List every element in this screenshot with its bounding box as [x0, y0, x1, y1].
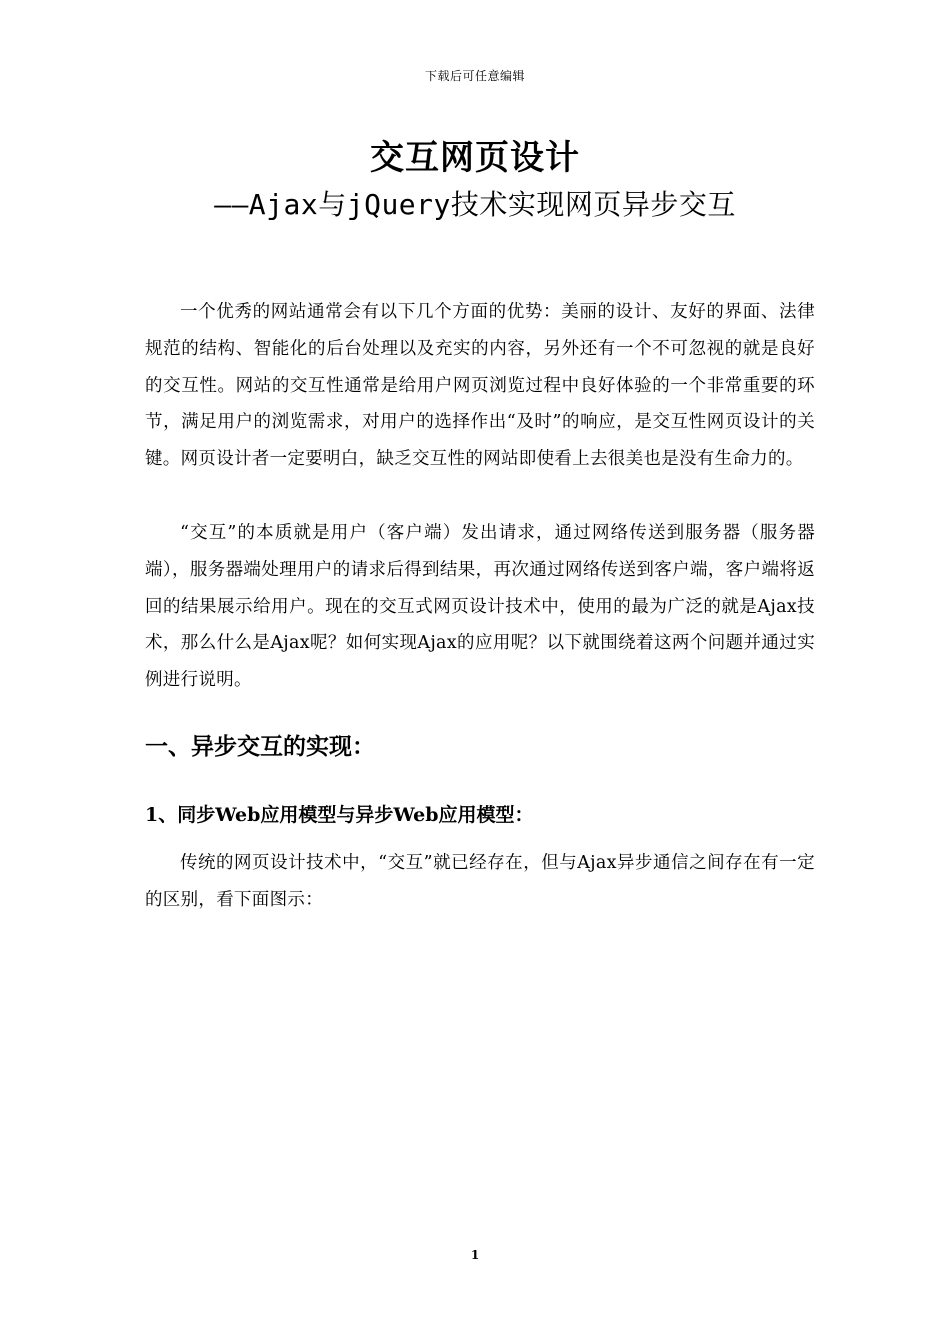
section-heading: 一、异步交互的实现： [145, 734, 375, 760]
header-note: 下载后可任意编辑 [424, 69, 525, 83]
subsection-heading: 1、同步Web应用模型与异步Web应用模型： [145, 804, 534, 826]
page-number: 1 [470, 1248, 480, 1262]
interaction-paragraph: “交互”的本质就是用户（客户端）发出请求，通过网络传送到服务器（服务器端），服务器端处理用户的请求后得到结果，再次通过网络传送到客户端，客户端将返回的结果展示给用户。现在的交互式网页设计技术中，使用的最为广泛的就是Ajax技术，那么什么是Ajax呢？如何实现Ajax的应用呢？以下就围绕着这两个问题并通过实例进行说明。 [145, 523, 815, 691]
models-paragraph: 传统的网页设计技术中，“交互”就已经存在，但与Ajax异步通信之间存在有一定的区别，看下面图示： [145, 853, 815, 910]
document-subtitle: ——Ajax与jQuery技术实现网页异步交互 [214, 188, 736, 221]
intro-paragraph: 一个优秀的网站通常会有以下几个方面的优势：美丽的设计、友好的界面、法律规范的结构、智能化的后台处理以及充实的内容，另外还有一个不可忽视的就是良好的交互性。网站的交互性通常是给用户网页浏览过程中良好体验的一个非常重要的环节，满足用户的浏览需求，对用户的选择作出“及时”的响应，是交互性网页设计的关键。网页设计者一定要明白，缺乏交互性的网站即使看上去很美也是没有生命力的。 [145, 302, 815, 470]
document-title: 交互网页设计 [370, 138, 580, 178]
